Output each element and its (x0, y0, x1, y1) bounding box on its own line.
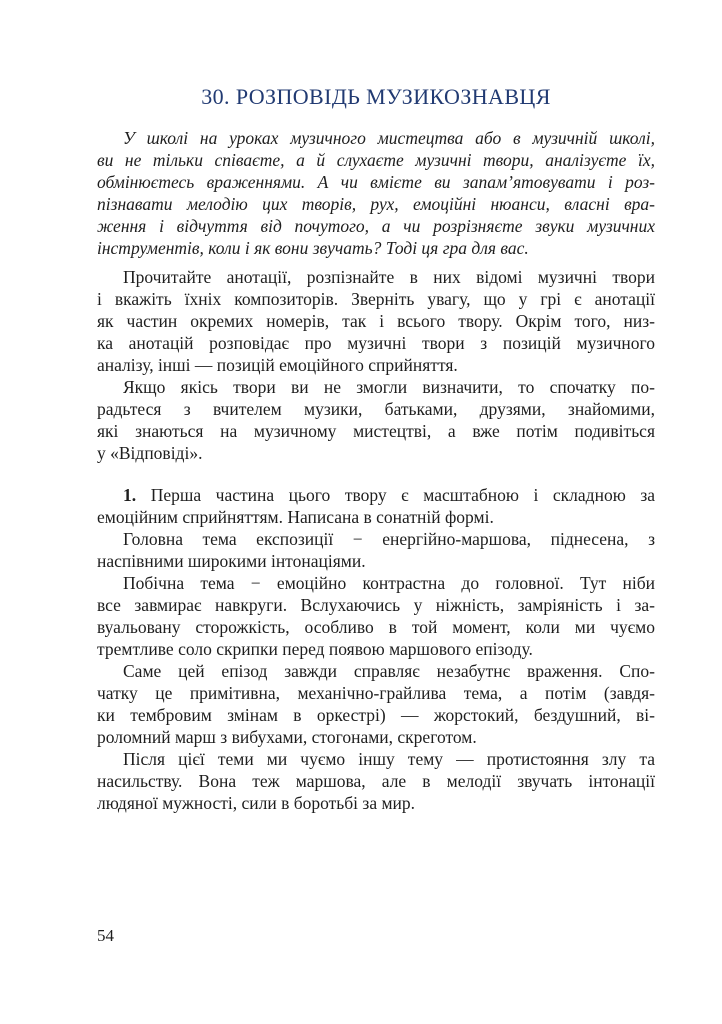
item-line: ки тембровим змінам в оркестрі) — жорстокий, бездушний, ві- (97, 705, 655, 725)
item-line: тремтливе соло скрипки перед появою маршового епізоду. (97, 639, 533, 659)
item-number: 1. (123, 485, 137, 505)
item-line: вуальовану сторожкість, особливо в той момент, коли ми чуємо (97, 617, 655, 637)
item-line: Саме цей епізод завжди справляє незабутнє враження. Спо- (123, 661, 655, 681)
intro-line: ження і відчуття від почутого, а чи розрізняєте звуки музичних (97, 216, 655, 236)
intro-line: пізнавати мелодію цих творів, рух, емоційні нюанси, власні вра- (97, 194, 655, 214)
instructions-section (97, 266, 655, 464)
body-line: у «Відповіді». (97, 443, 203, 463)
intro-line: обмінюєтесь враженнями. А чи вмієте ви запам’ятовувати і роз- (97, 172, 655, 192)
body-line: і вкажіть їхніх композиторів. Зверніть увагу, що у грі є анотації (97, 289, 655, 309)
item-line: все завмирає навкруги. Вслухаючись у ніжність, замріяність і за- (97, 595, 655, 615)
body-line: аналізу, інші — позицій емоційного сприйняття. (97, 355, 458, 375)
body-line: Прочитайте анотації, розпізнайте в них відомі музичні твори (123, 267, 655, 287)
item-line: чатку це примітивна, механічно-грайлива тема, а потім (завдя- (97, 683, 655, 703)
item-line (97, 484, 655, 506)
intro-paragraph (97, 127, 655, 259)
body-line: Якщо якісь твори ви не змогли визначити, то спочатку по- (123, 377, 655, 397)
item-line: Головна тема експозиції − енергійно-маршова, піднесена, з (123, 529, 655, 549)
item-text: Перша частина цього твору є масштабною і складною за (150, 485, 655, 505)
item-line: роломний марш з вибухами, стогонами, скреготом. (97, 727, 477, 747)
item-line: Побічна тема − емоційно контрастна до головної. Тут ніби (123, 573, 655, 593)
item-line: наспівними широкими інтонаціями. (97, 551, 366, 571)
intro-line: У школі на уроках музичного мистецтва або в музичній школі, (123, 128, 655, 148)
body-line: як частин окремих номерів, так і всього твору. Окрім того, низ- (97, 311, 655, 331)
body-line: радьтеся з вчителем музики, батьками, друзями, знайомими, (97, 399, 655, 419)
page-number: 54 (97, 926, 114, 945)
body-line: які знаються на музичному мистецтві, а вже потім подивіться (97, 421, 655, 441)
body-line: ка анотацій розповідає про музичні твори з позицій музичного (97, 333, 655, 353)
item-line: насильству. Вона теж маршова, але в мелодії звучать інтонації (97, 771, 655, 791)
item-line: людяної мужності, сили в боротьбі за мир. (97, 793, 416, 813)
item-line: Після цієї теми ми чуємо іншу тему — протистояння злу та (123, 749, 655, 769)
page-title: 30. РОЗПОВІДЬ МУЗИКОЗНАВЦЯ (201, 84, 551, 109)
item-1-section (97, 484, 655, 814)
intro-line: інструментів, коли і як вони звучать? Тоді ця гра для вас. (97, 238, 529, 258)
intro-line: ви не тільки співаєте, а й слухаєте музичні твори, аналізуєте їх, (97, 150, 655, 170)
item-line: емоційним сприйняттям. Написана в сонатній формі. (97, 507, 494, 527)
